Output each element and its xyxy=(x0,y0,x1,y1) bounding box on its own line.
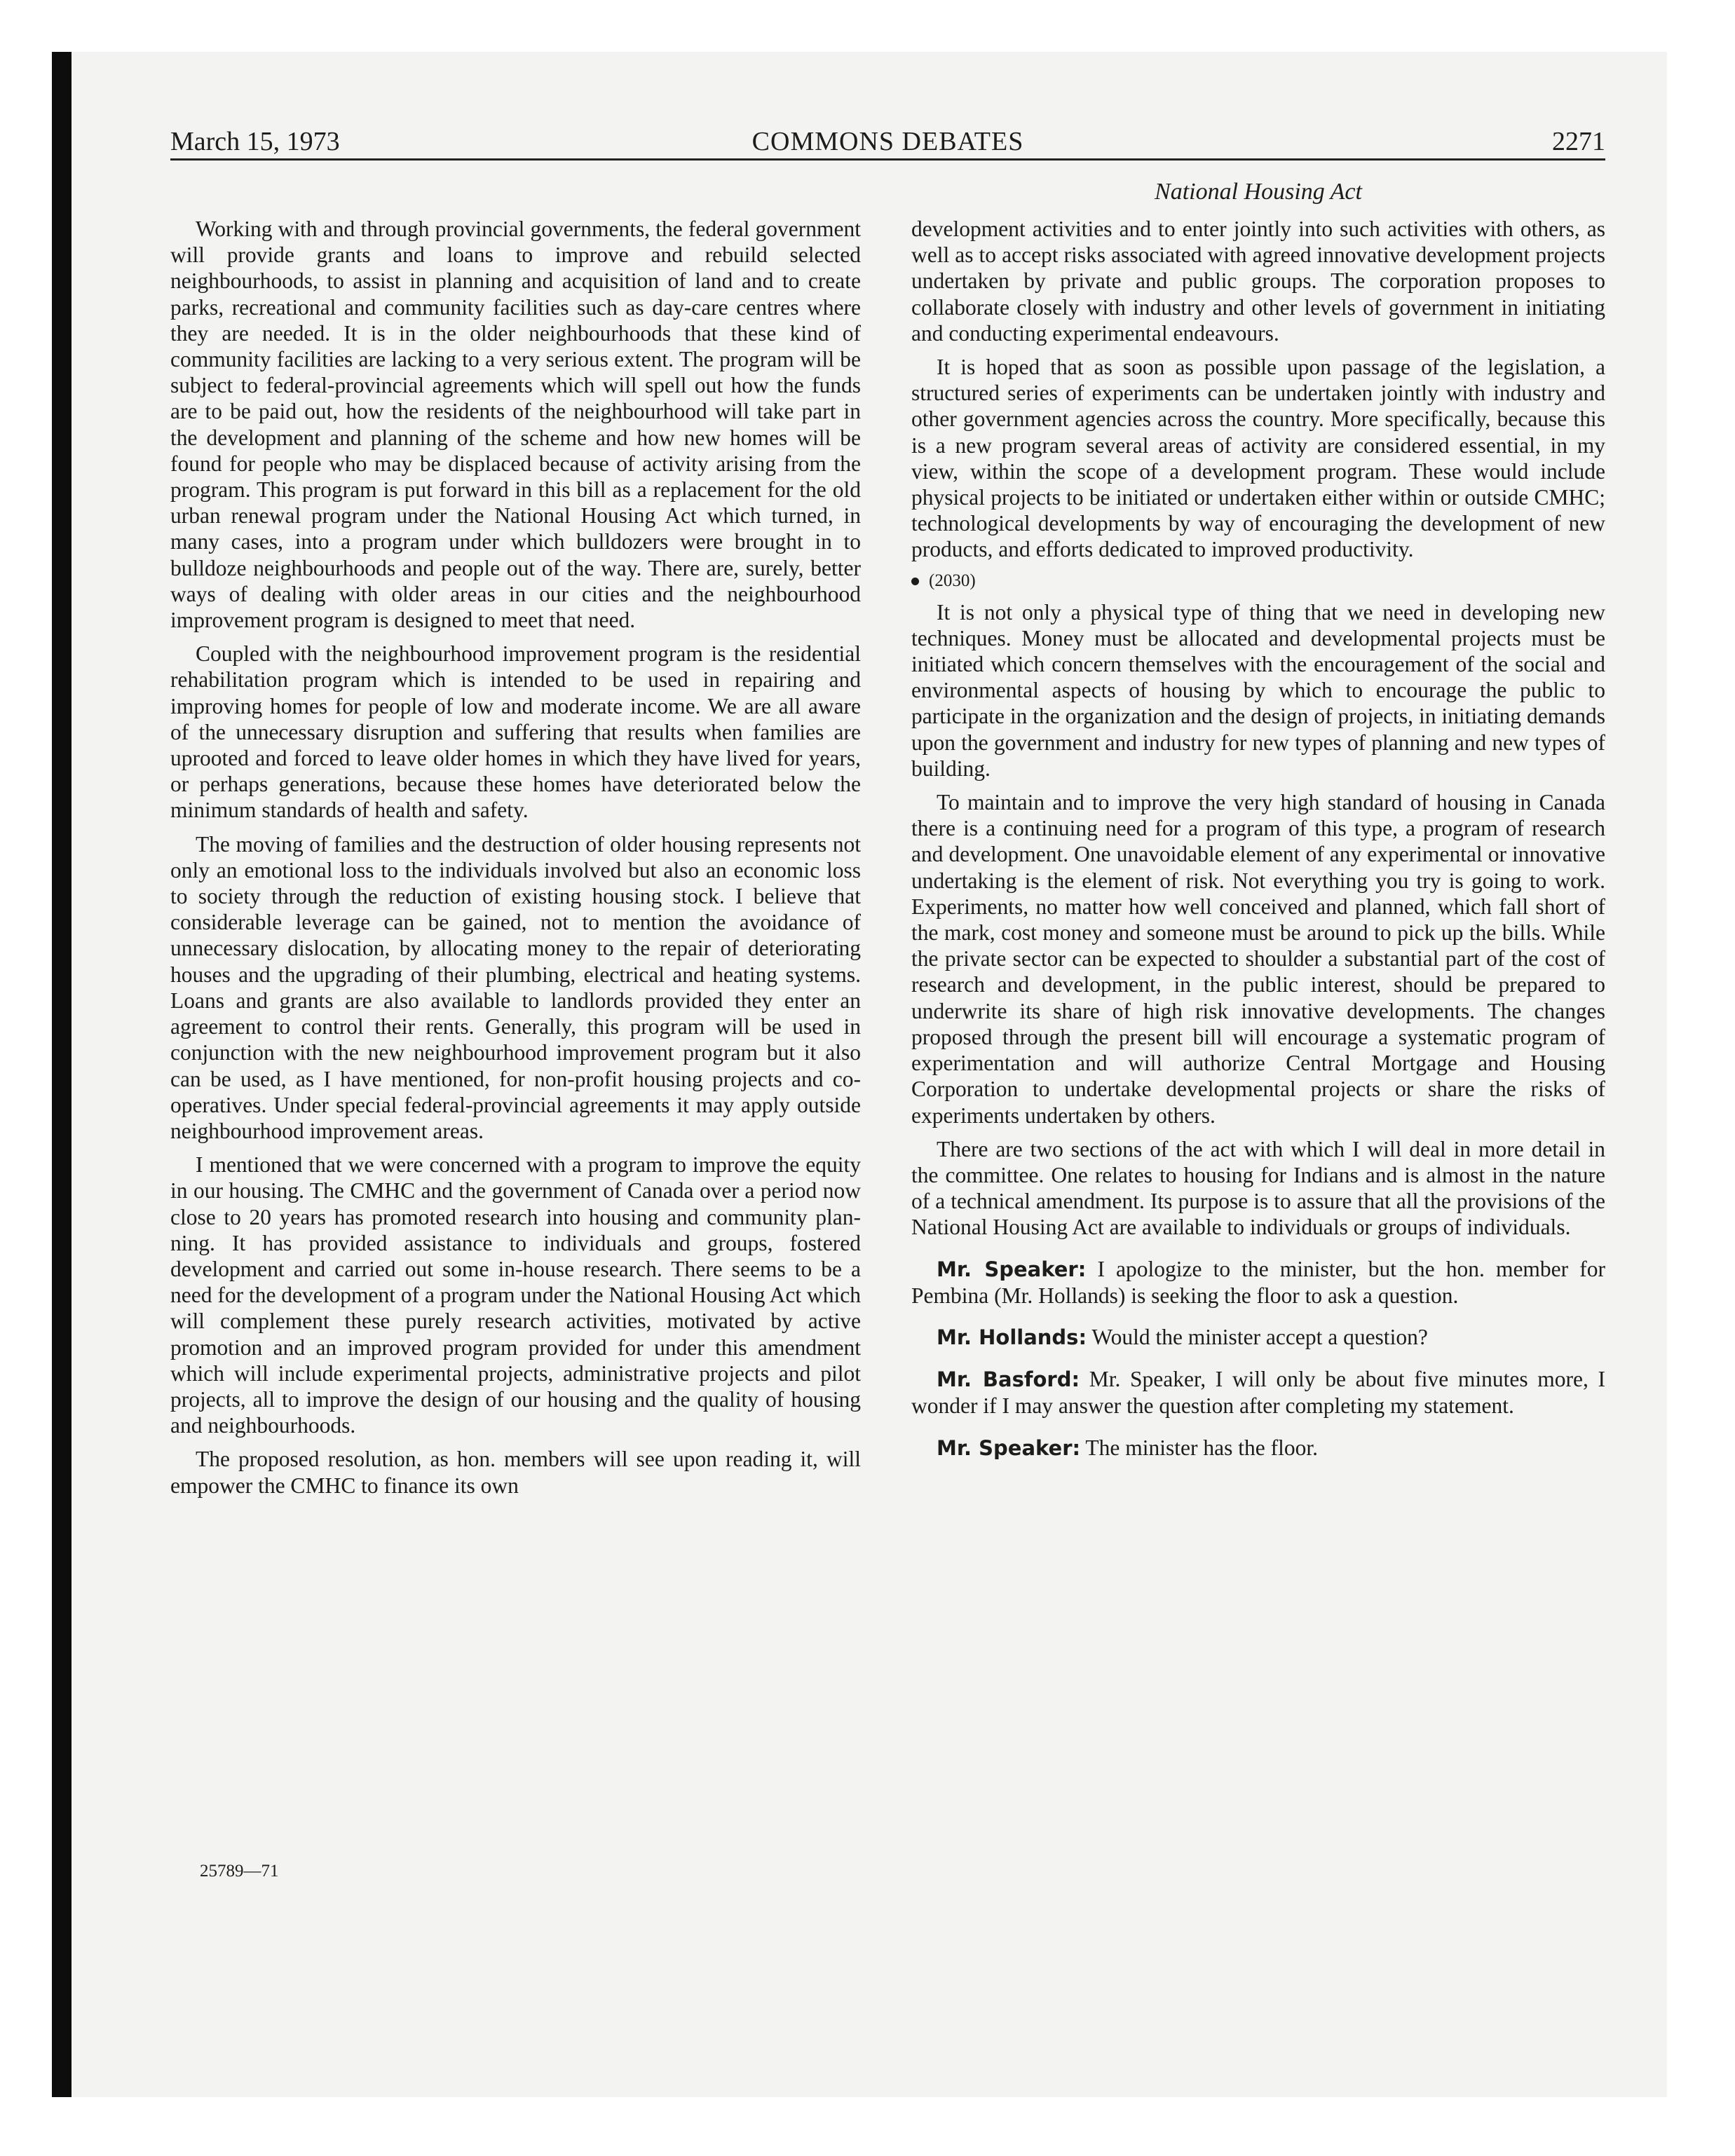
paragraph: The moving of families and the destruction of older housing represents not only an emotional loss to the individuals involved but also an economic loss to society through the reduction of existing housing stock. I believe that considerable leverage can be gained, not to mention the avoidance of unnecessary dislocation, by allocating money to the repair of deteriorating houses and the upgrading of their plumbing, electrical and heating systems. Loans and grants are also available to landlords provided they enter an agreement to control their rents. Generally, this program will be used in conjunction with the new neighbourhood improvement program but it also can be used, as I have mentioned, for non-profit housing projects and co-operatives. Under special federal-provincial agreements it may apply outside neighbourhood improvement areas. xyxy=(170,831,861,1143)
paragraph: I mentioned that we were concerned with a program to improve the equity in our housing. The CMHC and the government of Canada over a period now close to 20 years has promoted research into housing and community planning. It has provided assistance to individuals and groups, fostered development and carried out some in-house research. There seems to be a need for the development of a program under the National Housing Act which will complement these purely research activities, motivated by active promotion and an improved program provided for under this amendment which will include experimental projects, administrative projects and pilot projects, all to improve the design of our housing and the quality of housing and neighbourhoods. xyxy=(170,1152,861,1438)
speech-text: I apologize to the minister, but the hon. member for Pembina (Mr. Hollands) is seeking the floor to ask a question. xyxy=(911,1256,1605,1308)
header-title: COMMONS DEBATES xyxy=(751,127,1024,156)
paragraph: Coupled with the neighbourhood improvement program is the residential rehabilitation program which is intended to be used in repairing and improving homes for people of low and moderate income. We are all aware of the unnecessary disruption and suffering that results when families are uprooted and forced to leave older homes in which they have lived for years, or perhaps generations, because these homes have deteriorated below the minimum standards of health and safety. xyxy=(170,641,861,823)
bullet-icon xyxy=(911,578,919,585)
subject-heading: National Housing Act xyxy=(1155,179,1362,205)
paragraph: To maintain and to improve the very high standard of housing in Canada there is a continuing need for a program of this type, a program of research and development. One unavoidable element of any experimental or innovative undertaking is the element of risk. Not everything you try is going to work. Experiments, no matter how well conceived and planned, which fall short of the mark, cost money and someone must be around to pick up the bills. While the private sector can be expected to shoulder a substantial part of the cost of research and development, in the public interest, should be prepared to underwrite its share of high risk innovative developments. The changes proposed through the present bill will encourage a systematic program of experimentation and will authorize Central Mortgage and Housing Corporation to undertake developmental projects or share the risks of experiments undertaken by others. xyxy=(911,790,1605,1128)
header-date: March 15, 1973 xyxy=(170,127,340,156)
paragraph: There are two sections of the act with which I will deal in more detail in the committee. One relates to housing for Indians and is almost in the nature of a technical amendment. Its purpose is to assure that all the provisions of the National Housing Act are available to individuals or groups of individuals. xyxy=(911,1136,1605,1240)
page-header xyxy=(170,125,1605,161)
speech-text: The minister has the floor. xyxy=(1085,1435,1318,1460)
speech xyxy=(911,1435,1605,1461)
timestamp-text: (2030) xyxy=(929,571,976,590)
speech-text: Would the minister accept a question? xyxy=(1091,1324,1428,1349)
paragraph: The proposed resolution, as hon. members will see upon reading it, will empower the CMHC to finance its own xyxy=(170,1447,861,1498)
right-column xyxy=(911,216,1605,1477)
speech xyxy=(911,1366,1605,1419)
speech xyxy=(911,1256,1605,1309)
speech xyxy=(911,1324,1605,1351)
timestamp xyxy=(911,571,1605,592)
paragraph: It is hoped that as soon as possible upon passage of the legislation, a structured series of experiments can be undertaken jointly with industry and other government agencies across the country. More specifically, because this is a new program several areas of activity are considered essential, in my view, within the scope of a development program. These would include physical projects to be initiated or undertaken either within or outside CMHC; technological developments by way of encouraging the development of new products, and efforts dedicated to improved productivity. xyxy=(911,355,1605,562)
speaker-name: Mr. Hollands: xyxy=(937,1325,1087,1349)
scan-edge-bar xyxy=(52,52,72,2097)
speech-text: Mr. Speaker, I will only be about five minutes more, I wonder if I may answer the question after completing my statement. xyxy=(911,1367,1605,1419)
paragraph: It is not only a physical type of thing that we need in developing new techniques. Money must be allocated and developmental projects must be initiated which concern themselves with the encouragement of the social and environmental aspects of housing by which to encourage the public to participate in the organization and the design of projects, in initiating demands upon the government and industry for new types of planning and new types of building. xyxy=(911,599,1605,781)
paragraph: Working with and through provincial governments, the federal government will provide grants and loans to improve and rebuild selected neighbourhoods, to assist in planning and acquisition of land and to create parks, recreational and community facilities such as day-care centres where they are needed. It is in the older neighbourhoods that these kind of community facilities are lacking to a very serious extent. The program will be subject to federal-provincial agreements which will spell out how the funds are to be paid out, how the residents of the neighbourhood will take part in the development and planning of the scheme and how new homes will be found for people who may be displaced because of activity arising from the program. This program is put forward in this bill as a replacement for the old urban renewal program under the National Housing Act which turned, in many cases, into a program under which bulldozers were brought in to bulldoze neighbourhoods and people out of the way. There are, surely, better ways of dealing with older areas in our cities and the neighbourhood improvement program is designed to meet that need. xyxy=(170,217,861,633)
paragraph: development activities and to enter jointly into such activities with others, as well as to accept risks associated with agreed innovative development projects undertaken by private and public groups. The corporation proposes to collaborate closely with industry and other levels of government in initiating and conducting experimental endeavours. xyxy=(911,217,1605,346)
speaker-name: Mr. Speaker: xyxy=(937,1257,1087,1281)
header-page-number: 2271 xyxy=(1552,127,1605,156)
footer-code: 25789—71 xyxy=(200,1862,279,1881)
speaker-name: Mr. Basford: xyxy=(937,1367,1080,1392)
speaker-name: Mr. Speaker: xyxy=(937,1435,1081,1460)
left-column xyxy=(170,216,861,1506)
